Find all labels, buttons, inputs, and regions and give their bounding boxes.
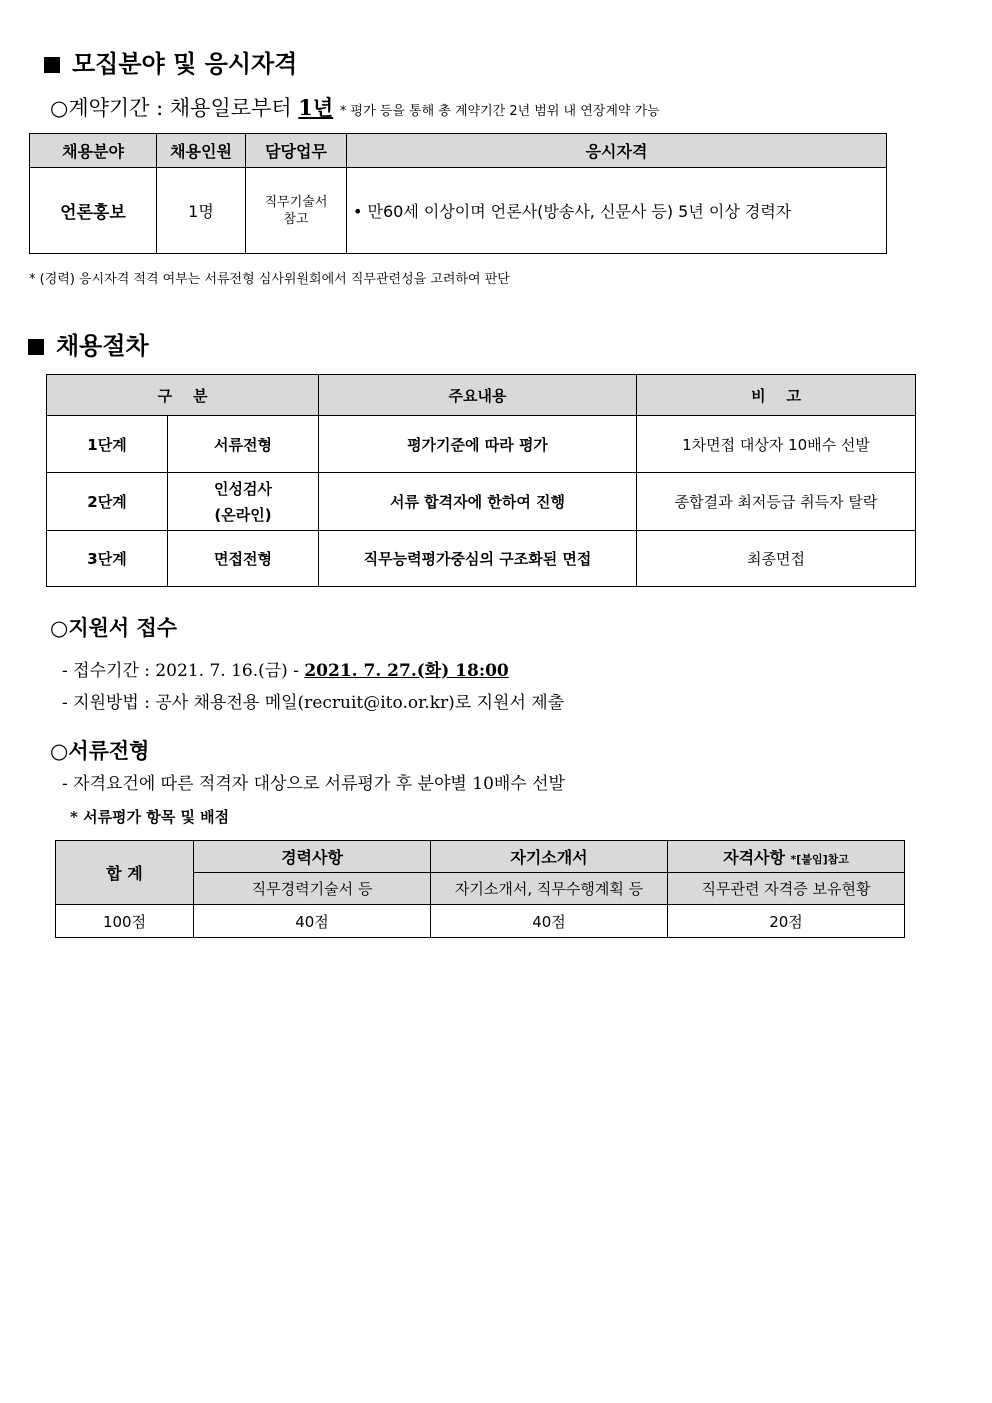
stage-name-cell: 서류전형 (168, 416, 319, 473)
score-intro: 40점 (431, 905, 668, 938)
screening-title: ○서류전형 (50, 738, 150, 763)
score-total: 100점 (56, 905, 194, 938)
header-note: 비 고 (637, 375, 916, 416)
footnote: * (경력) 응시자격 적격 여부는 서류전형 심사위원회에서 직무관련성을 고려하여 판단 (29, 272, 510, 287)
recruit-table (29, 133, 887, 254)
header-count: 채용인원 (157, 134, 246, 168)
content-cell: 평가기준에 따라 평가 (319, 416, 637, 473)
application-title: ○지원서 접수 (50, 615, 178, 640)
header-cert-note: *[붙임]참고 (790, 853, 849, 866)
black-square-icon (28, 339, 44, 355)
contract-note: * 평가 등을 통해 총 계약기간 2년 범위 내 연장계약 가능 (339, 104, 660, 119)
cell-duty (246, 168, 347, 254)
screening-desc: - 자격요건에 따른 적격자 대상으로 서류평가 후 분야별 10배수 선발 (62, 774, 565, 794)
screening-subtitle: * 서류평가 항목 및 배점 (70, 808, 230, 826)
section-process-title (28, 326, 149, 361)
table-row (56, 905, 905, 938)
application-method: - 지원방법 : 공사 채용전용 메일(recruit@ito.or.kr)로 지원서 제출 (62, 693, 565, 713)
section-recruit-title-text: 모집분야 및 응시자격 (72, 50, 298, 78)
stage-name-cell: 면접전형 (168, 531, 319, 587)
application-period (62, 656, 509, 681)
stage-cell: 2단계 (47, 473, 168, 531)
table-row (47, 531, 916, 587)
sub-career: 직무경력기술서 등 (194, 873, 431, 905)
contract-term: 1년 (298, 95, 334, 120)
cell-duty-line1: 직무기술서 (264, 194, 328, 210)
note-cell: 종합결과 최저등급 취득자 탈락 (637, 473, 916, 531)
table-row (47, 416, 916, 473)
cell-qualification: • 만60세 이상이며 언론사(방송사, 신문사 등) 5년 이상 경력자 (347, 168, 887, 254)
table-row (47, 473, 916, 531)
score-career: 40점 (194, 905, 431, 938)
header-field: 채용분야 (30, 134, 157, 168)
sub-intro: 자기소개서, 직무수행계획 등 (431, 873, 668, 905)
stage-name-line2: (온라인) (214, 505, 272, 524)
header-career: 경력사항 (194, 841, 431, 873)
score-cert: 20점 (668, 905, 905, 938)
application-period-end: 2021. 7. 27.(화) 18:00 (304, 661, 509, 681)
header-duty: 담당업무 (246, 134, 347, 168)
contract-period (50, 92, 660, 122)
content-cell: 직무능력평가중심의 구조화된 면접 (319, 531, 637, 587)
header-cert (668, 841, 905, 873)
section-recruit-title (44, 44, 297, 79)
note-cell: 1차면접 대상자 10배수 선발 (637, 416, 916, 473)
sub-cert: 직무관련 자격증 보유현황 (668, 873, 905, 905)
stage-cell: 3단계 (47, 531, 168, 587)
score-table (55, 840, 905, 938)
process-table (46, 374, 916, 587)
header-intro: 자기소개서 (431, 841, 668, 873)
stage-name-line1: 인성검사 (214, 479, 272, 498)
cell-duty-line2: 참고 (283, 211, 309, 227)
stage-name-cell (168, 473, 319, 531)
contract-period-label: ○계약기간 : 채용일로부터 (50, 96, 299, 120)
black-square-icon (44, 57, 60, 73)
header-division: 구 분 (47, 375, 319, 416)
stage-cell: 1단계 (47, 416, 168, 473)
cell-count: 1명 (157, 168, 246, 254)
note-cell: 최종면접 (637, 531, 916, 587)
cell-field: 언론홍보 (30, 168, 157, 254)
content-cell: 서류 합격자에 한하여 진행 (319, 473, 637, 531)
header-total: 합 계 (56, 841, 194, 905)
header-content: 주요내용 (319, 375, 637, 416)
header-qualification: 응시자격 (347, 134, 887, 168)
section-process-title-text: 채용절차 (56, 332, 149, 360)
application-period-label: - 접수기간 : 2021. 7. 16.(금) - (62, 661, 305, 681)
header-cert-label: 자격사항 (723, 848, 785, 867)
